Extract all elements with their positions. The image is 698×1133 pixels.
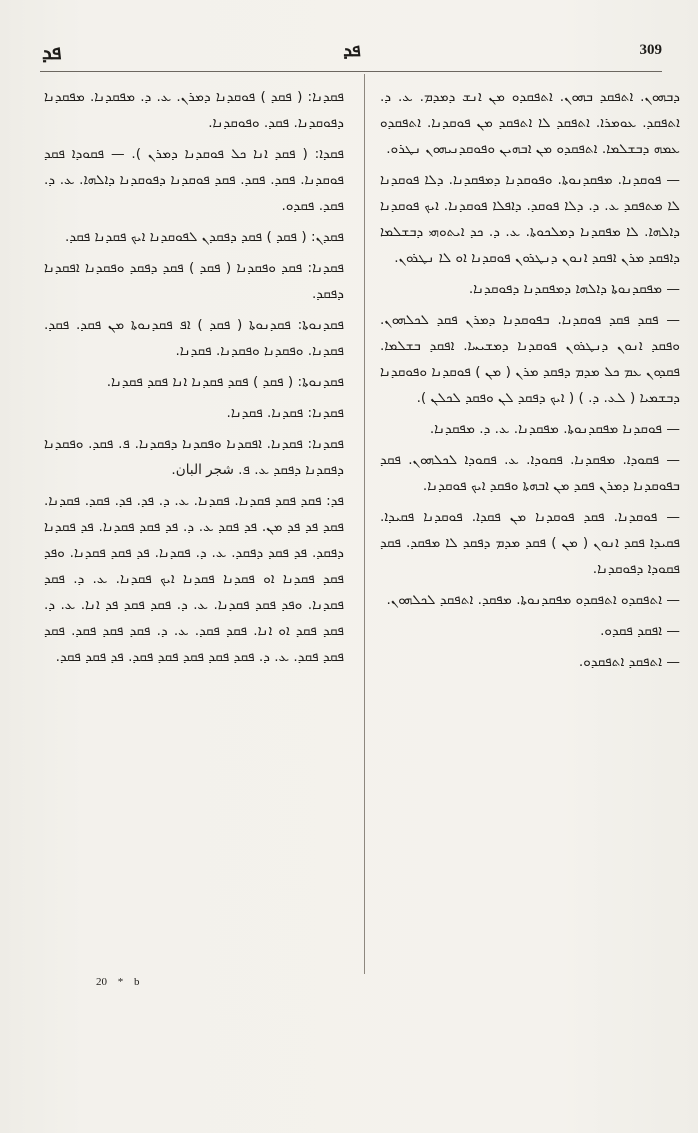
- entry-paragraph: — ܡܦܩܕܢܘܬܐ ܕܐܠܗܐ ܕܡܦܩܕܢܐ ܕܦܘܩܕܢܐ.: [468, 281, 680, 297]
- page-number: 309: [639, 42, 662, 58]
- entry-paragraph: ܦܩܕܢܐ: ܦܩܕܢܐ. ܦܩܕܢܐ.: [226, 405, 344, 421]
- entry-paragraph: ܦܩܕܢܐ: ( ܦܩܕ ) ܦܘܩܕܢܐ ܕܡܪܢ. ܥ. ܕ. ܡܦܩܕܢܐ. ܡܦܩܕܢܐ ܕܦܘܩܕܢܐ. ܦܩܕ. ܘܦܘܩܕܢܐ.: [44, 89, 344, 131]
- column-divider: [364, 74, 365, 974]
- entry-paragraph: — ܦܩܕ ܦܩܕ ܦܘܩܕܢܐ. ܒܦܘܩܕܢܐ ܕܡܪܢ ܦܩܕ ܠܟܠܗܘܢ. ܘܦܩܕ ܐܢܘܢ ܕܢܛܪܘܢ ܦܘܩܕܢܐ ܕܡܫܝܚܐ. ܐܦܩܕ ܒܫܠܡܐ. ܦܩܕܘܢ ܥܡ ܟܠ ܡܕܡ ܕܦܩܕ ܡܪܢ ( ܡܢ ) ܦܘܩܕܢܐ ܘܦܘܩܕܢܐ ܕܒܫܡܝܐ ( ܠܥ. ܕ. ) ( ܐܝܟ ܕܦܩܕ ܠܢ ܘܦܩܕ ܠܟܠܢ ).: [380, 312, 680, 406]
- entry-paragraph: — ܐܦܩܕ ܦܩܕܘ.: [600, 623, 680, 639]
- entry-paragraph: — ܐܬܦܩܕܘ ܐܬܦܩܕܘ ܡܦܩܕܢܘܬܐ. ܡܦܩܕ. ܐܬܦܩܕ ܠܟܠܗܘܢ.: [386, 592, 680, 608]
- entry-paragraph: ܦܩܕܢܐ: ܦܩܕ ܘܦܩܕܢܐ ( ܦܩܕ ) ܦܩܕ ܕܦܩܕ ܘܦܩܕܢܐ ܐܦܩܕܢܐ ܕܦܩܕ.: [44, 260, 344, 302]
- entry-paragraph: ܦܩܕܢܘܬܐ: ( ܦܩܕ ) ܦܩܕ ܦܩܕܢܐ ܐܢܐ ܦܩܕ ܦܩܕܢܐ.: [106, 374, 344, 390]
- running-head-center: ܦܕ: [343, 40, 361, 61]
- entry-paragraph: ܦܩܕܐ: ( ܦܩܕ ܐܢܐ ܟܠ ܦܘܩܕܢܐ ܕܡܪܢ ). — ܦܩܘܕܐ ܦܩܕ ܦܘܩܕܢܐ. ܦܩܕ. ܦܩܕ. ܦܩܕ ܦܘܩܕܢܐ ܕܦܘܩܕܢܐ ܕܐܠܗܐ. ܥ. ܕ. ܦܩܕ. ܦܩܕܘ.: [44, 146, 344, 214]
- running-head-left: ܦܕ: [42, 40, 62, 64]
- left-column: [44, 84, 344, 675]
- entry-paragraph: ܦܩܕܢܘܬܐ: ܦܩܕܢܘܬܐ ( ܦܩܕ ) ܐܦ ܦܩܕܢܘܬܐ ܡܢ ܦܩܕ. ܦܩܕ. ܦܩܕܢܐ. ܘܦܩܕܢܐ ܘܦܩܕܢܐ. ܦܩܕܢܐ.: [44, 317, 344, 359]
- entry-paragraph: — ܦܘܩܕܢܐ. ܦܩܕ ܦܘܩܕܢܐ ܡܢ ܦܩܕܐ. ܦܘܩܕܢܐ ܦܩܝܕܐ. ܦܩܝܕܐ ܦܩܕ ܐܢܘܢ ( ܡܢ ) ܦܩܕ ܡܕܡ ܕܦܩܕ ܠܐ ܡܦܩܕ. ܦܩܕ ܦܩܘܕܐ ܕܦܘܩܕܢܐ.: [380, 509, 680, 577]
- entry-paragraph: ܦܕ: ܦܩܕ ܦܩܕ ܦܩܕܢܐ. ܦܩܕܢܐ. ܥ. ܕ. ܦܕ. ܦܕ. ܦܩܕ. ܦܩܕܢܐ. ܦܩܕ ܦܕ ܦܕ ܡܢ. ܦܕ ܦܩܕ ܥ. ܕ. ܦܕ ܦܩܕ ܦܩܕܢܐ. ܦܕ ܦܩܕܢܐ ܕܦܩܕ. ܦܕ ܦܩܕ ܕܦܩܕ. ܥ. ܕ. ܦܩܕܢܐ. ܦܕ ܦܩܕ ܦܩܕܢܐ. ܘܦܕ ܦܩܕ ܦܩܕܢܐ ܐܘ ܦܩܕܢܐ ܦܩܕܢܐ ܐܝܟ ܦܩܕܢܐ. ܥ. ܕ. ܦܩܕ ܦܩܕܢܐ. ܘܦܕ ܦܩܕ ܦܩܕܢܐ. ܥ. ܕ. ܦܩܕ ܦܩܕ ܦܕ ܐܢܐ. ܥ. ܕ. ܦܩܕ ܦܩܕ ܐܘ ܐܢܐ. ܦܩܕ ܦܩܕ. ܥ. ܕ. ܦܩܕ ܦܩܕ ܦܩܕ. ܦܩܕ ܦܩܕ ܦܩܕ. ܥ. ܕ. ܦܩܕ ܦܩܕ ܦܩܕ ܦܩܕ ܦܩܕ. ܦܕ ܦܩܕ ܦܩܕ.: [44, 493, 344, 665]
- entry-paragraph: — ܦܩܘܕܐ. ܡܦܩܕܢܐ. ܦܩܘܕܐ. ܥ. ܦܩܘܕܐ ܠܟܠܗܘܢ. ܦܩܕ ܒܦܘܩܕܢܐ ܕܡܪܢ ܦܩܕ ܡܢ ܐܒܗܬܐ ܘܦܩܕ ܐܝܟ ܦܘܩܕܢܐ.: [380, 452, 680, 494]
- entry-paragraph: ܦܩܕܢܐ: ܦܩܕܢܐ. ܐܦܩܕܢܐ ܘܦܩܕܢܐ ܕܦܩܕܢܐ. ܦ. ܦܩܕ. ܘܦܩܕܢܐ ܕܦܩܕܢܐ ܕܦܩܕ ܥ. ܦ. شجر البان.: [44, 436, 344, 478]
- entry-paragraph: ܕܒܗܘܢ. ܐܬܦܩܕ ܒܗܘܢ. ܐܬܦܩܕܘ ܡܢ ܐܢܫ ܕܡܕܡ. ܥ. ܕ. ܐܬܦܩܕ. ܥܘܡܪܐ. ܐܬܦܩܕ ܠܐ ܐܬܦܩܕ ܡܢ ܦܘܩܕܢܐ. ܐܬܦܩܕܘ ܥܡܗ ܕܒܫܠܡܐ. ܐܬܦܩܕܘ ܡܢ ܐܒܗܝܢ ܘܦܘܩܕܢܝܗܘܢ ܢܛܪܘ.: [380, 89, 680, 157]
- entry-paragraph: — ܦܘܩܕܢܐ ܡܦܩܕܢܘܬܐ. ܡܦܩܕܢܐ. ܥ. ܕ. ܡܦܩܕܢܐ.: [429, 421, 680, 437]
- page-header: [42, 40, 662, 70]
- entry-paragraph: ܦܩܕܢ: ( ܦܩܕ ) ܦܩܕ ܕܦܩܕܢ ܠܦܘܩܕܢܐ ܐܝܟ ܦܩܕܢܐ ܦܩܕ.: [65, 229, 344, 245]
- header-rule: [40, 71, 662, 72]
- entry-paragraph: — ܐܬܦܩܕ ܐܬܦܩܕܘ.: [578, 654, 680, 670]
- signature-mark: 20 * b: [96, 976, 140, 988]
- entry-paragraph: — ܦܘܩܕܢܐ. ܡܦܩܕܢܘܬܐ. ܘܦܘܩܕܢܐ ܕܡܦܩܕܢܐ. ܕܠܐ ܦܘܩܕܢܐ ܠܐ ܡܬܦܩܕ ܥ. ܕ. ܕܠܐ ܦܘܩܕ. ܕܐܦܠܐ ܦܘܩܕܢܐ. ܐܝܟ ܦܘܩܕܢܐ ܕܐܠܗܐ. ܠܐ ܡܦܩܕܢܐ ܕܡܠܟܘܬܐ. ܥ. ܕ. ܟܕ ܐܝܬܘܗܝ ܕܒܫܠܡܐ ܕܐܦܩܕ ܡܪܢ ܐܦܩܕ ܐܢܘܢ ܕܢܛܪܘܢ ܦܘܩܕܢܐ ܐܘ ܠܐ ܢܛܪܘܢ.: [380, 172, 680, 266]
- right-column: [380, 84, 680, 680]
